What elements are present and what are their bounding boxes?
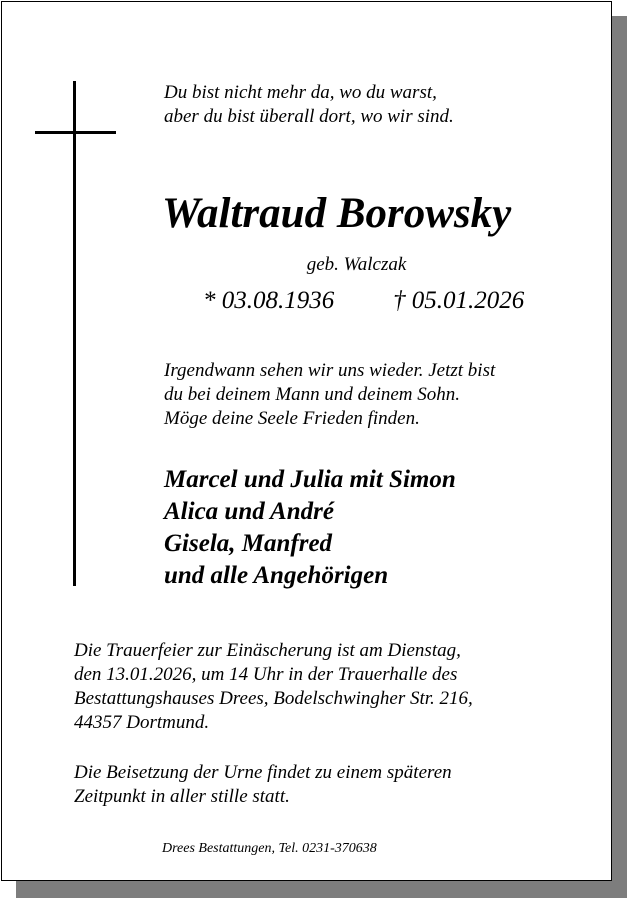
- ceremony-line: Bestattungshauses Drees, Bodelschwingher Str. 216,: [74, 688, 473, 709]
- cross-icon-bar: [35, 131, 116, 134]
- ceremony-line: den 13.01.2026, um 14 Uhr in der Trauerhalle des: [74, 664, 458, 685]
- quote-line: Du bist nicht mehr da, wo du warst,: [164, 82, 437, 103]
- ceremony-line: 44357 Dortmund.: [74, 712, 210, 733]
- obituary-card: [1, 1, 612, 881]
- deceased-name: Waltraud Borowsky: [162, 190, 512, 237]
- mourner-line: und alle Angehörigen: [164, 562, 389, 589]
- death-date: † 05.01.2026: [393, 287, 525, 314]
- mourner-line: Marcel und Julia mit Simon: [164, 466, 456, 493]
- mourner-line: Alica und André: [164, 498, 334, 525]
- farewell-line: du bei deinem Mann und deinem Sohn.: [164, 384, 461, 405]
- farewell-line: Irgendwann sehen wir uns wieder. Jetzt bist: [164, 360, 496, 381]
- mourner-line: Gisela, Manfred: [164, 530, 333, 557]
- funeral-home-contact: Drees Bestattungen, Tel. 0231-370638: [162, 841, 377, 856]
- burial-line: Zeitpunkt in aller stille statt.: [74, 786, 290, 807]
- birth-date: * 03.08.1936: [203, 287, 335, 314]
- ceremony-notice: [74, 639, 473, 735]
- ceremony-line: Die Trauerfeier zur Einäscherung ist am Dienstag,: [74, 640, 461, 661]
- farewell-text: [164, 359, 495, 431]
- farewell-line: Möge deine Seele Frieden finden.: [164, 408, 420, 429]
- opening-quote: [164, 81, 454, 129]
- burial-line: Die Beisetzung der Urne findet zu einem späteren: [74, 762, 452, 783]
- birth-name: geb. Walczak: [306, 254, 407, 275]
- mourners-list: [164, 464, 456, 592]
- burial-notice: [74, 761, 452, 809]
- quote-line: aber du bist überall dort, wo wir sind.: [164, 106, 454, 127]
- cross-icon: [73, 81, 76, 586]
